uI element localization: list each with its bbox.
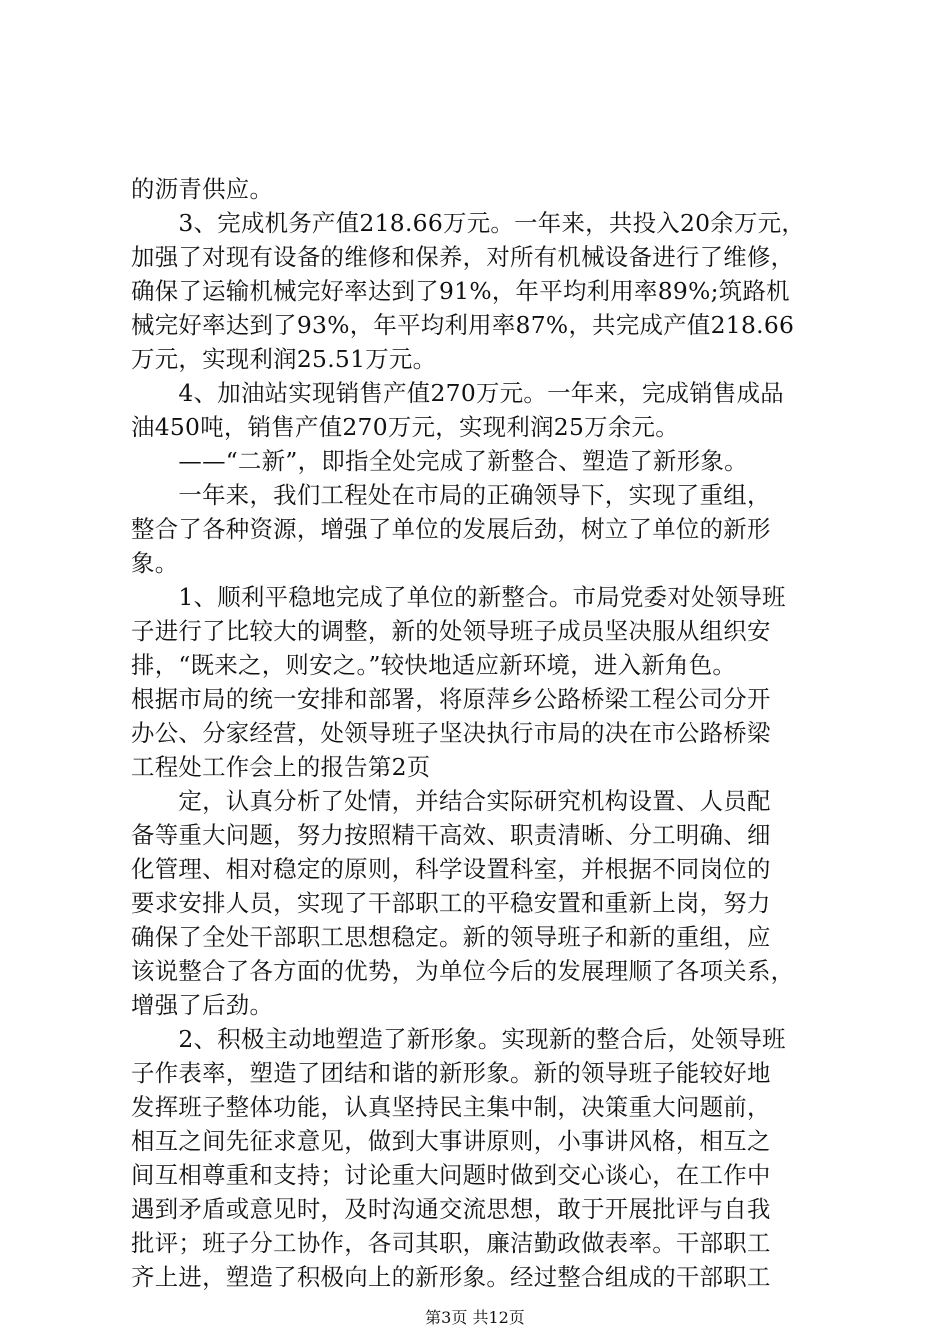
body-text-line: 1、顺利平稳地完成了单位的新整合。市局党委对处领导班 [131, 583, 786, 611]
body-text-line: 油450吨，销售产值270万元，实现利润25万余元。 [131, 413, 679, 441]
body-text-line: 的沥青供应。 [131, 175, 274, 203]
body-text-line: 加强了对现有设备的维修和保养，对所有机械设备进行了维修， [131, 243, 795, 271]
body-text-line: 备等重大问题，努力按照精干高效、职责清晰、分工明确、细 [131, 821, 771, 849]
body-text-line: 定，认真分析了处情，并结合实际研究机构设置、人员配 [131, 787, 771, 815]
body-text-line: 万元，实现利润25.51万元。 [131, 345, 437, 373]
body-text-line: 2、积极主动地塑造了新形象。实现新的整合后，处领导班 [131, 1025, 786, 1053]
body-text-line: 确保了全处干部职工思想稳定。新的领导班子和新的重组，应 [131, 923, 771, 951]
body-text-line: 间互相尊重和支持；讨论重大问题时做到交心谈心，在工作中 [131, 1161, 771, 1189]
body-text-line: 子作表率，塑造了团结和谐的新形象。新的领导班子能较好地 [131, 1059, 771, 1087]
body-text-line: 办公、分家经营，处领导班子坚决执行市局的决在市公路桥梁 [131, 719, 771, 747]
body-text-line: 工程处工作会上的报告第2页 [131, 753, 431, 781]
body-text-line: 械完好率达到了93%，年平均利用率87%，共完成产值218.66 [131, 311, 795, 339]
body-text-line: 齐上进，塑造了积极向上的新形象。经过整合组成的干部职工 [131, 1263, 771, 1291]
body-text-line: 增强了后劲。 [131, 991, 274, 1019]
body-text-line: 子进行了比较大的调整，新的处领导班子成员坚决服从组织安 [131, 617, 771, 645]
body-text-line: 4、加油站实现销售产值270万元。一年来，完成销售成品 [131, 379, 784, 407]
body-text-line: 整合了各种资源，增强了单位的发展后劲，树立了单位的新形 [131, 515, 771, 543]
page-footer: 第3页 共12页 [425, 1308, 525, 1327]
body-text-line: 一年来，我们工程处在市局的正确领导下，实现了重组， [131, 481, 771, 509]
body-text-line: ——“二新”，即指全处完成了新整合、塑造了新形象。 [131, 447, 748, 475]
body-text-line: 根据市局的统一安排和部署，将原萍乡公路桥梁工程公司分开 [131, 685, 771, 713]
body-text-line: 遇到矛盾或意见时，及时沟通交流思想，敢于开展批评与自我 [131, 1195, 771, 1223]
body-text-line: 该说整合了各方面的优势，为单位今后的发展理顺了各项关系， [131, 957, 795, 985]
body-text-line: 要求安排人员，实现了干部职工的平稳安置和重新上岗，努力 [131, 889, 771, 917]
body-text-line: 化管理、相对稳定的原则，科学设置科室，并根据不同岗位的 [131, 855, 771, 883]
body-text-line: 相互之间先征求意见，做到大事讲原则，小事讲风格，相互之 [131, 1127, 771, 1155]
body-text-line: 排，“既来之，则安之。”较快地适应新环境，进入新角色。 [131, 651, 737, 679]
body-text-line: 批评；班子分工协作，各司其职，廉洁勤政做表率。干部职工 [131, 1229, 771, 1257]
body-text-line: 象。 [131, 549, 179, 577]
body-text-line: 确保了运输机械完好率达到了91%，年平均利用率89%;筑路机 [131, 277, 790, 305]
body-text-line: 发挥班子整体功能，认真坚持民主集中制，决策重大问题前， [131, 1093, 771, 1121]
body-text-line: 3、完成机务产值218.66万元。一年来，共投入20余万元， [131, 209, 806, 237]
